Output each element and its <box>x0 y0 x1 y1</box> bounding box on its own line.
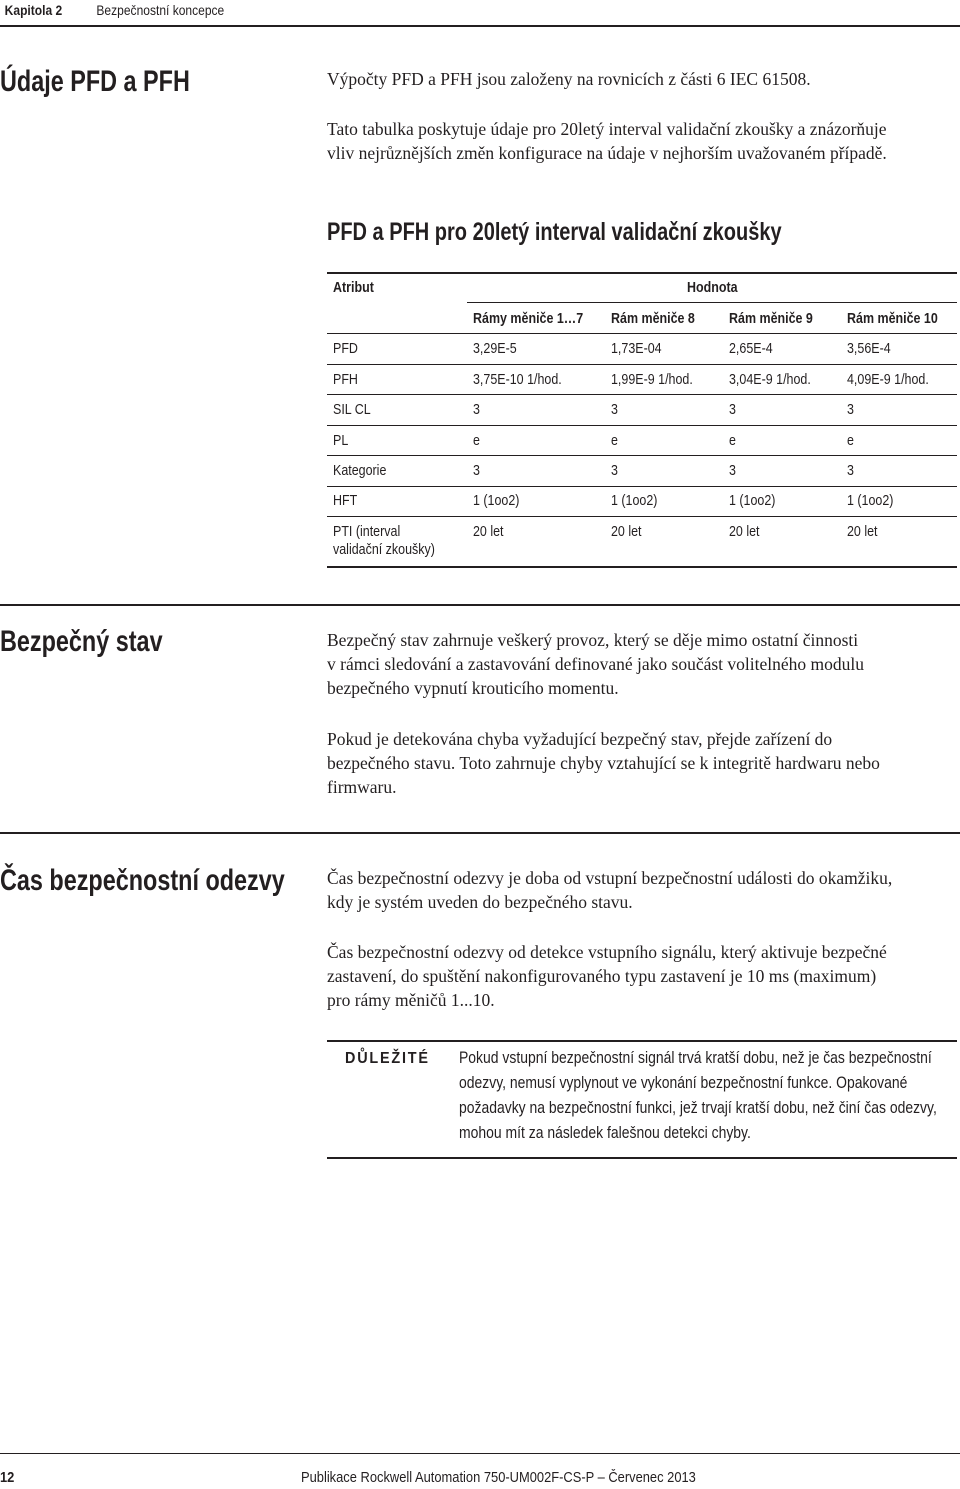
safe-paragraph-1-line: bezpečného vypnutí krouticího momentu. <box>327 678 619 698</box>
table-cell: 20 let <box>473 524 504 540</box>
table-cell: 2,65E-4 <box>729 341 773 357</box>
table-row-rule <box>327 364 957 365</box>
table-cell: e <box>729 433 736 449</box>
table-row-attr: SIL CL <box>333 402 371 418</box>
table-cell: 20 let <box>611 524 642 540</box>
table-cell: 3,56E-4 <box>847 341 891 357</box>
page-header <box>0 0 960 26</box>
table-cell: 3 <box>611 402 618 418</box>
table-header-value: Hodnota <box>687 280 738 296</box>
table-row-rule <box>327 394 957 395</box>
table-row-attr: Kategorie <box>333 463 387 479</box>
table-row-rule <box>327 455 957 456</box>
table-row-attr: HFT <box>333 493 358 509</box>
safe-paragraph-2-line: firmwaru. <box>327 777 397 797</box>
section-rule <box>0 832 960 834</box>
important-text-line: Pokud vstupní bezpečnostní signál trvá kratší dobu, než je čas bezpečnostní <box>459 1048 932 1067</box>
table-cell: 20 let <box>847 524 878 540</box>
pfd-paragraph-2-line-1: Tato tabulka poskytuje údaje pro 20letý interval validační zkoušky a znázorňuje <box>327 119 887 139</box>
important-label: DŮLEŽITÉ <box>345 1050 430 1067</box>
table-bottom-rule <box>327 566 957 568</box>
table-cell: e <box>473 433 480 449</box>
publication-info: Publikace Rockwell Automation 750-UM002F-CS-P – Červenec 2013 <box>301 1469 696 1486</box>
table-row-rule <box>327 516 957 517</box>
table-cell: 1 (1oo2) <box>473 493 520 509</box>
section-title-pfd: Údaje PFD a PFH <box>0 65 190 98</box>
table-col-header: Rám měniče 8 <box>611 311 695 327</box>
footer-rule <box>0 1453 960 1454</box>
header-rule <box>0 25 960 27</box>
table-cell: 20 let <box>729 524 760 540</box>
safe-paragraph-1-line: v rámci sledování a zastavování definované jako součást volitelného modulu <box>327 654 864 674</box>
table-cell: e <box>847 433 854 449</box>
table-col-header: Rámy měniče 1…7 <box>473 311 584 327</box>
table-cell: 3 <box>847 463 854 479</box>
safe-paragraph-1-line: Bezpečný stav zahrnuje veškerý provoz, který se děje mimo ostatní činnosti <box>327 630 859 650</box>
pfd-paragraph-2-line-2: vliv nejrůznějších změn konfigurace na údaje v nejhorším uvažovaném případě. <box>327 143 887 163</box>
table-cell: 3 <box>847 402 854 418</box>
table-header-attribute: Atribut <box>333 280 374 296</box>
table-cell: 1 (1oo2) <box>847 493 894 509</box>
table-cell: e <box>611 433 618 449</box>
response-paragraph-2-line: pro rámy měničů 1...10. <box>327 990 495 1010</box>
safe-paragraph-2-line: bezpečného stavu. Toto zahrnuje chyby vztahující se k integritě hardwaru nebo <box>327 753 880 773</box>
table-row-attr-line-2: validační zkoušky) <box>333 542 435 558</box>
important-text-line: mohou mít za následek falešnou detekci chyby. <box>459 1123 751 1142</box>
response-paragraph-2-line: Čas bezpečnostní odezvy od detekce vstupního signálu, který aktivuje bezpečné <box>327 942 887 962</box>
important-text-line: požadavky na bezpečnostní funkci, jež trvají kratší dobu, než činí čas odezvy, <box>459 1098 937 1117</box>
chapter-number: Kapitola 2 <box>4 2 63 18</box>
table-row-rule <box>327 486 957 487</box>
table-cell: 3,75E-10 1/hod. <box>473 372 562 388</box>
table-cell: 3 <box>729 463 736 479</box>
table-row-attr: PFD <box>333 341 358 357</box>
table-col-header: Rám měniče 10 <box>847 311 938 327</box>
response-paragraph-1-line: kdy je systém uveden do bezpečného stavu. <box>327 892 633 912</box>
table-cell: 1,73E-04 <box>611 341 662 357</box>
table-title: PFD a PFH pro 20letý interval validační zkoušky <box>327 218 782 246</box>
table-cell: 1,99E-9 1/hod. <box>611 372 693 388</box>
safe-paragraph-2-line: Pokud je detekována chyba vyžadující bezpečný stav, přejde zařízení do <box>327 729 833 749</box>
table-cell: 1 (1oo2) <box>729 493 776 509</box>
table-cell: 3 <box>729 402 736 418</box>
page-number: 12 <box>0 1469 15 1486</box>
table-cell: 4,09E-9 1/hod. <box>847 372 929 388</box>
table-cell: 3 <box>473 463 480 479</box>
section-title-response-time: Čas bezpečnostní odezvy <box>0 864 285 897</box>
chapter-name: Bezpečnostní koncepce <box>96 2 225 18</box>
table-col-header: Rám měniče 9 <box>729 311 813 327</box>
table-header-subrule <box>467 302 957 303</box>
table-header-bottom-rule <box>327 333 957 334</box>
table-cell: 3 <box>611 463 618 479</box>
table-row-attr: PL <box>333 433 349 449</box>
table-row-attr: PTI (interval <box>333 524 401 540</box>
table-top-rule <box>327 272 957 274</box>
important-text-line: odezvy, nemusí vyplynout ve vykonání bezpečnostní funkce. Opakované <box>459 1073 908 1092</box>
table-row-attr: PFH <box>333 372 358 388</box>
pfd-paragraph-1: Výpočty PFD a PFH jsou založeny na rovnicích z části 6 IEC 61508. <box>327 69 811 89</box>
table-cell: 3,04E-9 1/hod. <box>729 372 811 388</box>
response-paragraph-1-line: Čas bezpečnostní odezvy je doba od vstupní bezpečnostní události do okamžiku, <box>327 868 893 888</box>
table-cell: 1 (1oo2) <box>611 493 658 509</box>
table-row-rule <box>327 425 957 426</box>
section-title-safe-state: Bezpečný stav <box>0 625 163 658</box>
response-paragraph-2-line: zastavení, do spuštění nakonfigurovaného typu zastavení je 10 ms (maximum) <box>327 966 877 986</box>
table-cell: 3,29E-5 <box>473 341 517 357</box>
table-cell: 3 <box>473 402 480 418</box>
section-rule <box>0 604 960 606</box>
